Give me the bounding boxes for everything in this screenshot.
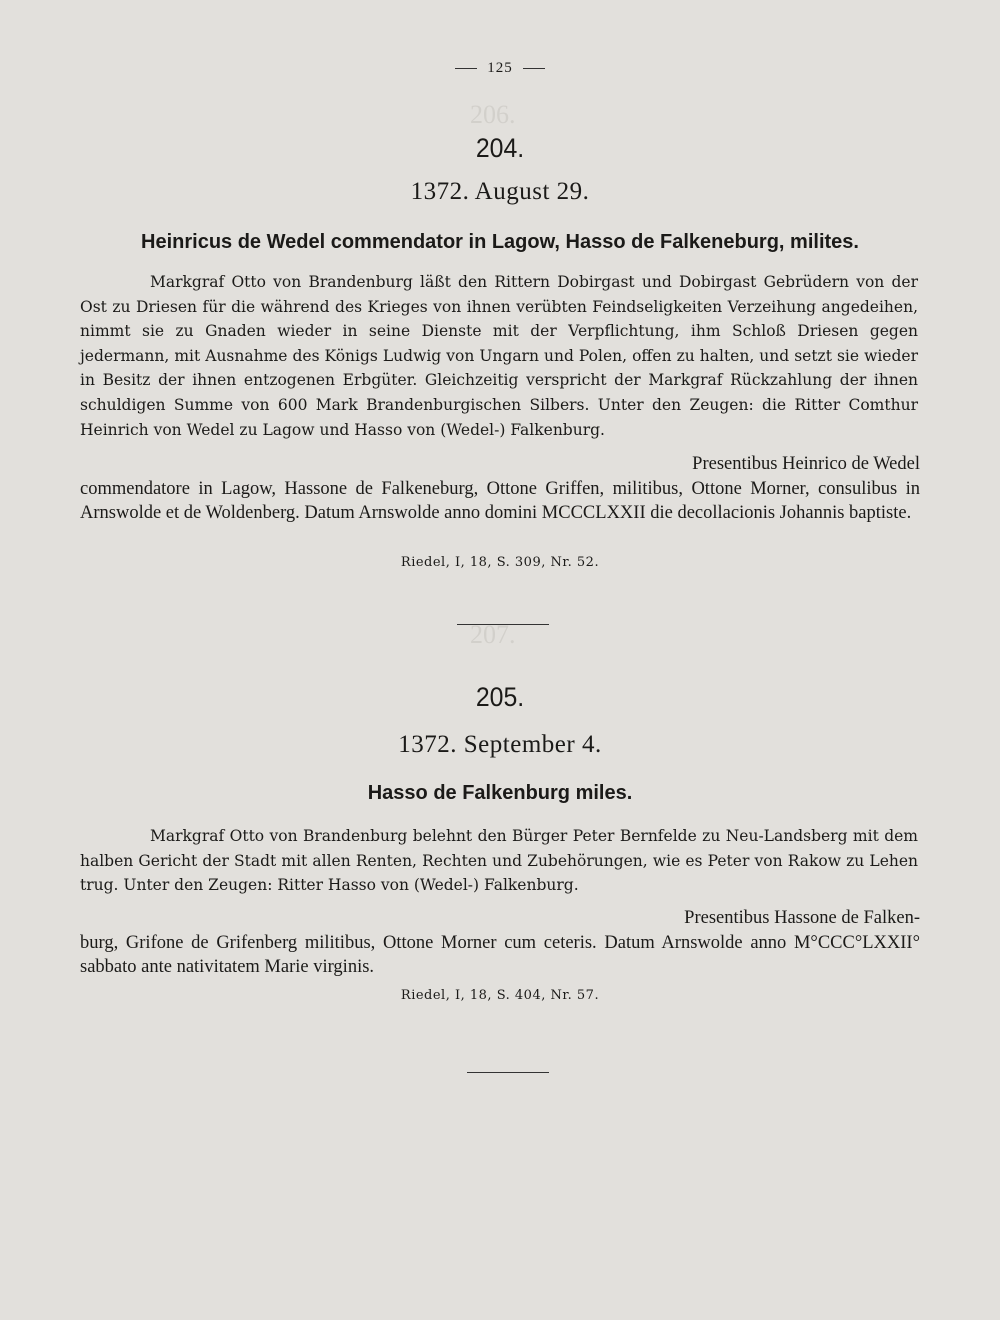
- section-divider: [467, 1072, 549, 1073]
- entry-summary: Markgraf Otto von Brandenburg läßt den Rittern Dobirgast und Dobirgast Gebrüdern von der Ost zu Driesen für die während des Krieges von ihnen verübten Feindseligkeiten Verzeihung angedeihen, nimmt sie zu Gnaden wieder in seine Dienste mit der Verpflichtung, ihm Schloß Driesen gegen jedermann, mit Ausnahme des Königs Ludwig von Ungarn und Polen, offen zu halten, und setzt sie wieder in Besitz der ihnen entzogenen Erbgüter. Gleichzeitig verspricht der Markgraf Rückzahlung der ihnen schuldigen Summe von 600 Mark Brandenburgischen Silbers. Unter den Zeugen: die Ritter Comthur Heinrich von Wedel zu Lagow und Hasso von (Wedel-) Falkenburg.: [80, 273, 918, 439]
- entry-citation: Riedel, I, 18, S. 404, Nr. 57.: [400, 988, 600, 1003]
- page-number-text: 125: [487, 60, 513, 76]
- entry-latin-text: [80, 906, 920, 980]
- entry-date: 1372. September 4.: [398, 731, 602, 758]
- page-number: [0, 60, 1000, 77]
- entry-date: 1372. August 29.: [410, 178, 590, 205]
- entry-heading: Heinricus de Wedel commendator in Lagow, Hasso de Falkeneburg, milites.: [141, 231, 859, 253]
- entry-number: 205.: [475, 682, 525, 712]
- entry-summary: Markgraf Otto von Brandenburg belehnt den Bürger Peter Bernfelde zu Neu-Landsberg mit dem halben Gericht der Stadt mit allen Renten, Rechten und Zubehörungen, wie es Peter von Rakow zu Lehen trug. Unter den Zeugen: Ritter Hasso von (Wedel-) Falkenburg.: [80, 827, 918, 895]
- section-divider: [457, 624, 549, 625]
- latin-lead: Presentibus Hassone de Falken-: [684, 908, 920, 928]
- latin-rest: burg, Grifone de Grifenberg militibus, Ottone Morner cum ceteris. Datum Arnswolde anno M°CCC°LXXII° sabbato ante nativitatem Marie virginis.: [80, 932, 920, 977]
- latin-lead: Presentibus Heinrico de Wedel: [692, 454, 920, 474]
- entry-citation: Riedel, I, 18, S. 309, Nr. 52.: [400, 555, 600, 570]
- entry-latin-text: [80, 452, 920, 526]
- latin-rest: commendatore in Lagow, Hassone de Falkeneburg, Ottone Griffen, militibus, Ottone Morner, consulibus in Arnswolde et de Woldenberg. Datum Arnswolde anno domini MCCCLXXII die decollacionis Johannis baptiste.: [80, 478, 920, 523]
- show-through: 206. 207.: [470, 100, 516, 649]
- page-number-dash-right: [523, 68, 545, 69]
- entry-heading: Hasso de Falkenburg miles.: [367, 782, 633, 804]
- page-number-dash-left: [455, 68, 477, 69]
- entry-number: 204.: [475, 133, 525, 163]
